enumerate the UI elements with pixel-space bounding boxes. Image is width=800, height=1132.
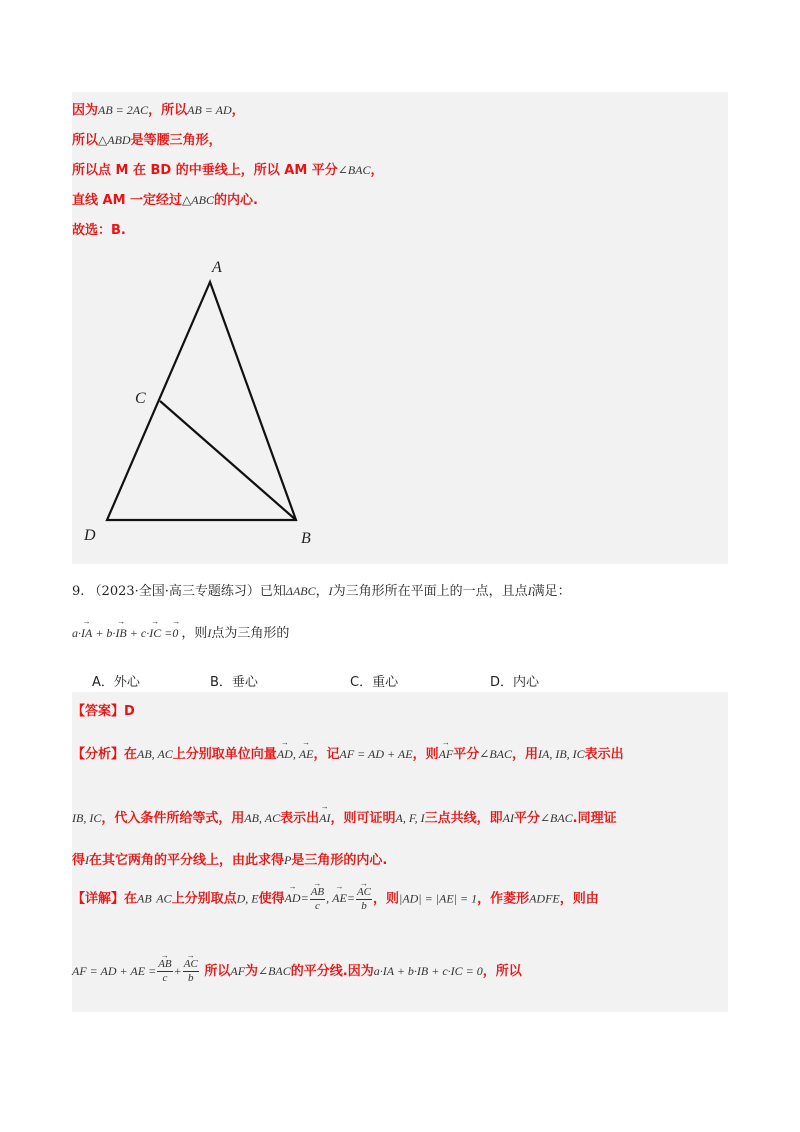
- detail-line-2: AF = AD + AE = → $\frac{AB}{c}$ + → $\frac{AC}{b}$ 所以AF为∠BAC的平分线.因为a·IA + b·IB + c·IC = 0，所以: [72, 958, 522, 985]
- fraction-ac-b-2: → $\frac{AC}{b}$: [183, 958, 199, 985]
- analysis-line-1: 【分析】在AB, AC上分别取单位向量→ AD, → AE，记AF = AD + AE，则→ AF平分∠BAC，用IA, IB, IC表示出: [72, 743, 624, 762]
- math-triangle-abd: △ABD: [98, 133, 131, 147]
- option-c[interactable]: C．重心: [350, 675, 399, 690]
- math-ab-eq-2ac: AB = 2AC: [98, 103, 149, 117]
- math-ab-eq-ad: AB = AD: [187, 103, 232, 117]
- question-number: 9.: [72, 584, 85, 599]
- solution-line-5: 故选：B.: [72, 223, 126, 238]
- option-a[interactable]: A．外心: [92, 675, 140, 690]
- solution-line-4: 直线 AM 一定经过△ABC的内心.: [72, 193, 258, 208]
- label-a: A: [212, 259, 222, 276]
- math-triangle-abc: △ABC: [182, 193, 214, 207]
- label-d: D: [84, 527, 96, 544]
- triangle-figure: [72, 250, 372, 550]
- fraction-ab-c: → $\frac{AB}{c}$: [310, 886, 325, 913]
- question-9-line-1: 9. （2023·全国·高三专题练习）已知ΔABC，I为三角形所在平面上的一点，且点I满足：: [72, 584, 571, 599]
- solution-line-3: 所以点 M 在 BD 的中垂线上，所以 AM 平分∠BAC，: [72, 163, 384, 178]
- label-b: B: [301, 530, 311, 547]
- analysis-line-3: 得I在其它两角的平分线上，由此求得P是三角形的内心.: [72, 853, 388, 868]
- answer-line: 【答案】D: [72, 704, 135, 719]
- analysis-line-2: IB, IC，代入条件所给等式，用AB, AC表示出→ AI，则可证明A, F, I三点共线，即AI平分∠BAC.同理证: [72, 807, 617, 826]
- detail-line-1: 【详解】在AB AC上分别取点D, E使得→ AD= → $\frac{AB}{c}$ , → AE= → $\frac{AC}{b}$ ，则|AD| = |AE| = 1，作菱形ADFE，则由: [72, 886, 599, 913]
- option-b[interactable]: B．垂心: [210, 675, 258, 690]
- question-equation: a·→ IA + b·→ IB + c·→ IC =→ 0: [72, 626, 181, 640]
- option-d[interactable]: D．内心: [490, 675, 540, 690]
- label-c: C: [135, 390, 146, 407]
- solution-line-2: 所以△ABD是等腰三角形，: [72, 133, 222, 148]
- solution-line-1: 因为AB = 2AC，所以AB = AD，: [72, 103, 245, 118]
- fraction-ac-b: → $\frac{AC}{b}$: [356, 886, 372, 913]
- fraction-ab-c-2: → $\frac{AB}{c}$: [157, 958, 172, 985]
- math-angle-bac: ∠BAC: [337, 163, 371, 177]
- question-9-line-2: a·→ IA + b·→ IB + c·→ IC =→ 0 ，则I点为三角形的: [72, 622, 289, 641]
